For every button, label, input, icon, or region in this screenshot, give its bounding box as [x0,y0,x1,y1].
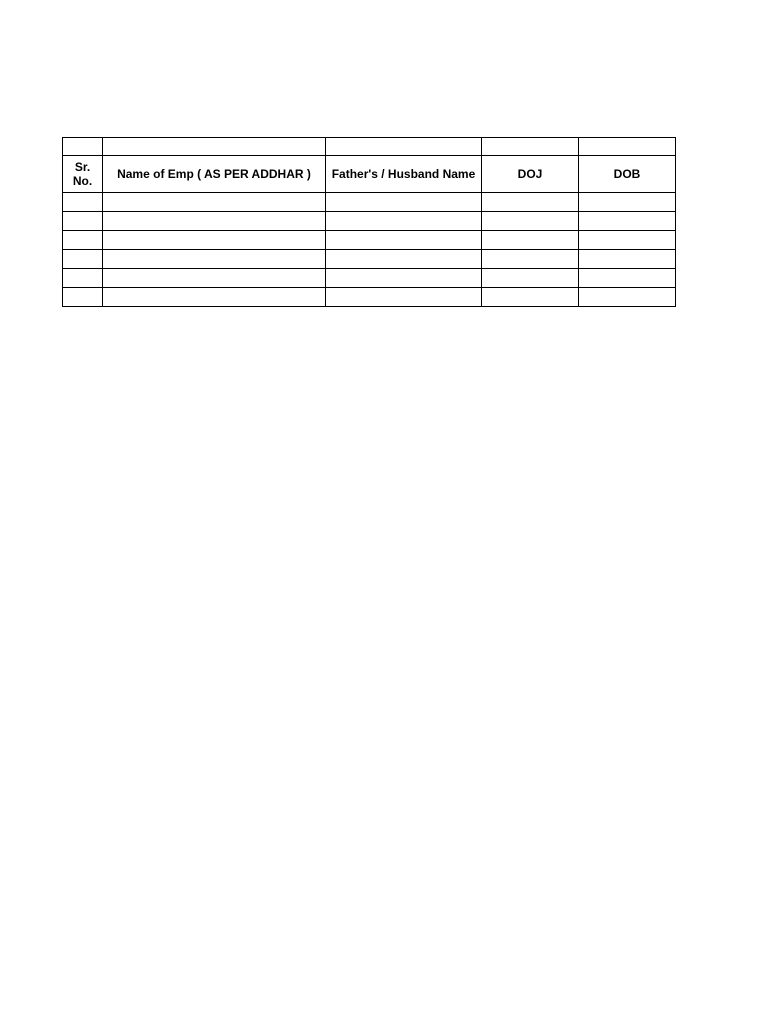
table-cell[interactable] [579,250,676,269]
table-cell[interactable] [326,250,482,269]
table-cell[interactable] [579,288,676,307]
table-cell[interactable] [63,231,103,250]
table-cell[interactable] [63,193,103,212]
table-cell[interactable] [103,269,326,288]
table-cell [103,138,326,156]
table-cell[interactable] [63,212,103,231]
header-father-husband-name: Father's / Husband Name [326,156,482,193]
table-cell[interactable] [579,269,676,288]
table-cell[interactable] [103,250,326,269]
table-cell[interactable] [482,212,579,231]
table-cell[interactable] [326,269,482,288]
employee-table [62,137,676,307]
table-row [63,269,676,288]
table-row [63,193,676,212]
table-cell[interactable] [482,250,579,269]
table-cell[interactable] [63,288,103,307]
table-cell [326,138,482,156]
table-row [63,212,676,231]
table-cell[interactable] [482,193,579,212]
table-cell[interactable] [103,193,326,212]
blank-top-row [63,138,676,156]
table-cell [63,138,103,156]
table-row [63,231,676,250]
header-employee-name: Name of Emp ( AS PER ADDHAR ) [103,156,326,193]
header-doj: DOJ [482,156,579,193]
table-cell[interactable] [482,231,579,250]
table-cell[interactable] [63,269,103,288]
table-header-row [63,156,676,193]
header-dob: DOB [579,156,676,193]
table-cell[interactable] [326,193,482,212]
table-cell[interactable] [482,288,579,307]
table-cell[interactable] [326,231,482,250]
header-sr-no-label: Sr. No. [72,160,93,188]
table-cell[interactable] [63,250,103,269]
table-cell[interactable] [103,212,326,231]
table-row [63,250,676,269]
table-cell [579,138,676,156]
table-cell[interactable] [103,231,326,250]
table-cell[interactable] [103,288,326,307]
table-cell[interactable] [326,288,482,307]
table-cell[interactable] [579,212,676,231]
header-sr-no [63,156,103,193]
table-cell[interactable] [326,212,482,231]
table-cell[interactable] [579,193,676,212]
table-cell[interactable] [482,269,579,288]
table-cell[interactable] [579,231,676,250]
table-row [63,288,676,307]
table-cell [482,138,579,156]
